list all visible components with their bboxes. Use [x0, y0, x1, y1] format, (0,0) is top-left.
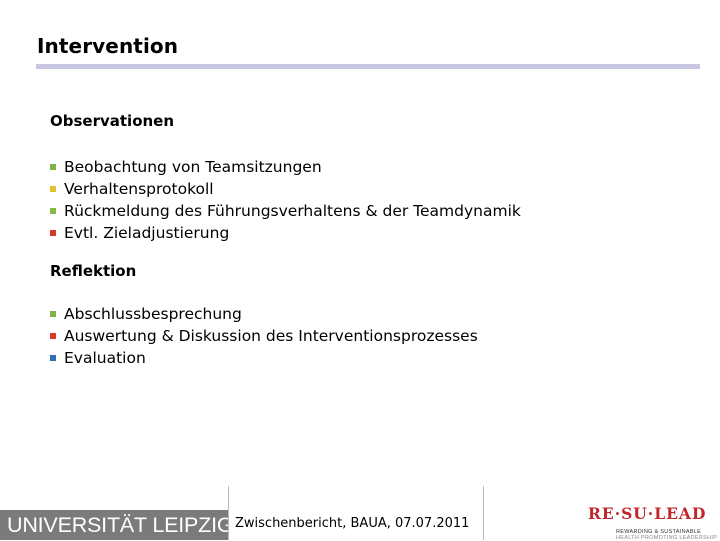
section-heading-reflektion: Reflektion [50, 262, 137, 280]
slide-footer [0, 486, 720, 540]
observationen-list [50, 156, 521, 244]
section-observationen [50, 112, 521, 244]
bullet-square-icon [50, 208, 56, 214]
bullet-square-icon [50, 333, 56, 339]
footer-caption: Zwischenbericht, BAUA, 07.07.2011 [235, 516, 470, 531]
bullet-square-icon [50, 186, 56, 192]
logo-wordmark: RE·SU·LEAD [588, 504, 707, 523]
list-item: Evaluation [50, 347, 478, 369]
bullet-square-icon [50, 355, 56, 361]
list-item: Verhaltensprotokoll [50, 178, 521, 200]
bullet-square-icon [50, 164, 56, 170]
list-item: Abschlussbesprechung [50, 303, 478, 325]
title-underline [36, 64, 700, 69]
section-reflektion [50, 262, 478, 369]
logo-tagline-1: REWARDING & SUSTAINABLE [616, 529, 702, 535]
logo-tagline-2: HEALTH PROMOTING LEADERSHIP [616, 535, 718, 541]
list-item: Evtl. Zieladjustierung [50, 222, 521, 244]
university-name: UNIVERSITÄT LEIPZIG [7, 513, 234, 537]
bullet-square-icon [50, 311, 56, 317]
reflektion-list [50, 303, 478, 369]
university-logo [0, 486, 234, 540]
list-item: Rückmeldung des Führungsverhaltens & der Teamdynamik [50, 200, 521, 222]
bullet-square-icon [50, 230, 56, 236]
resulead-logo [584, 490, 718, 540]
slide-title: Intervention [37, 34, 179, 58]
list-item: Auswertung & Diskussion des Interventionsprozesses [50, 325, 478, 347]
footer-center [228, 486, 484, 540]
list-item: Beobachtung von Teamsitzungen [50, 156, 521, 178]
section-heading-observationen: Observationen [50, 112, 175, 130]
